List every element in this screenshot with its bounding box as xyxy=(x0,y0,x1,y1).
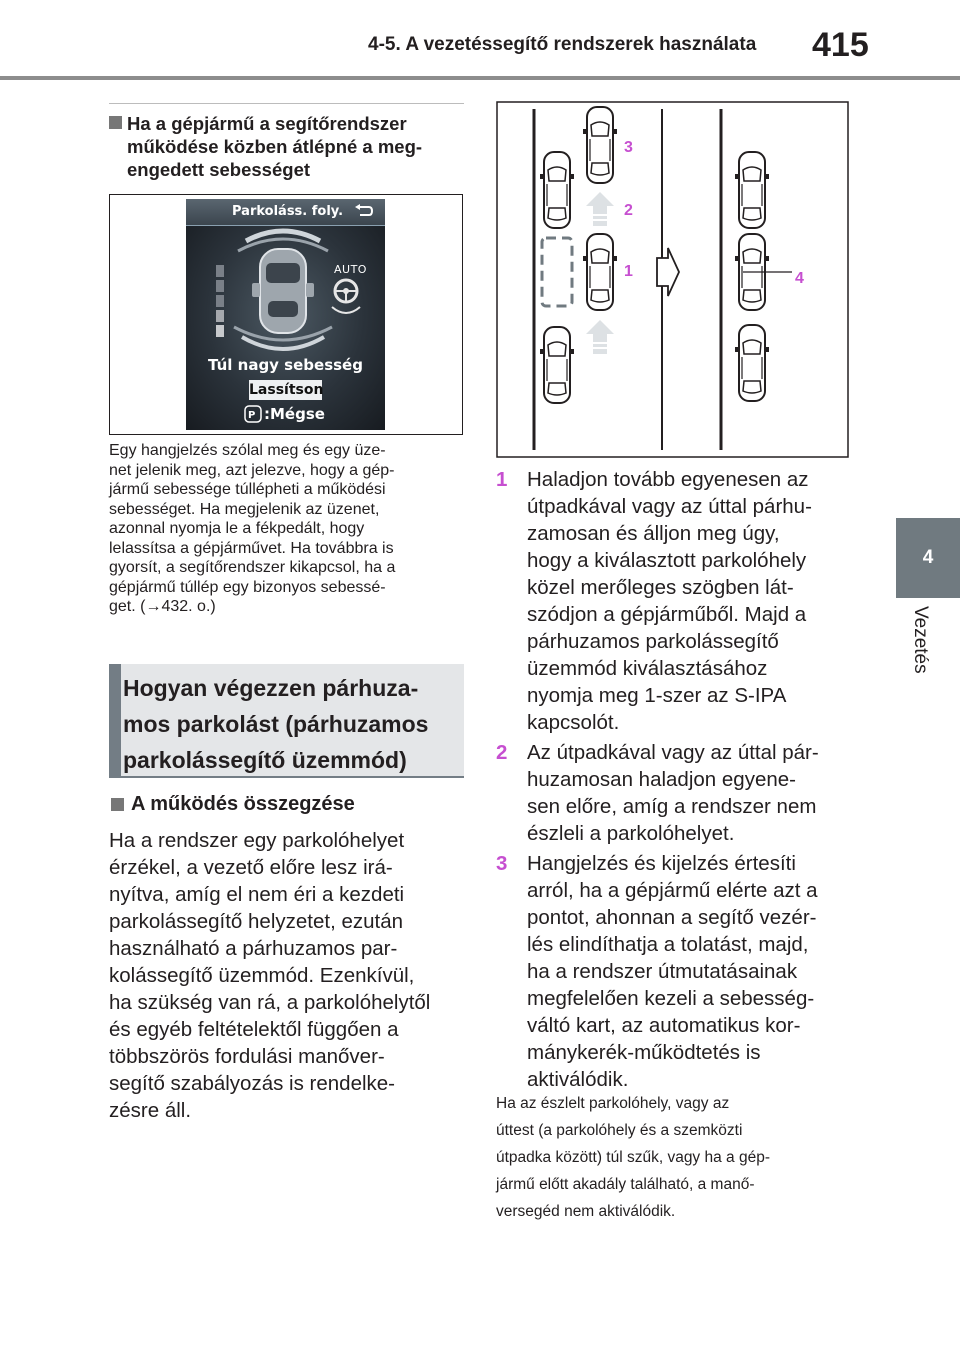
svg-text:P: P xyxy=(248,410,256,421)
return-icon xyxy=(354,204,374,218)
subhead-speed-exceeded xyxy=(127,112,462,181)
text-line: Ha az észlelt parkolóhely, vagy az xyxy=(496,1095,730,1112)
subhead-line: engedett sebességet xyxy=(127,159,311,180)
diagram-label-1: 1 xyxy=(624,263,633,280)
subhead-line: működése közben átlépné a meg- xyxy=(127,136,423,157)
step-number: 1 xyxy=(496,468,508,491)
header-rule xyxy=(0,76,960,80)
text-line: nyítva, amíg el nem éri a kezdeti xyxy=(109,883,405,906)
text-line: azonnal nyomja le a fékpedált, hogy xyxy=(109,520,365,537)
procedure-steps xyxy=(496,466,856,1096)
speed-warning-paragraph xyxy=(109,441,469,617)
subhead-rule xyxy=(109,103,464,104)
speed-warning-message: Túl nagy sebesség xyxy=(208,356,363,374)
text-line: versegéd nem aktiválódik. xyxy=(496,1203,676,1220)
text-line: párhuzamos parkolássegítő xyxy=(527,630,779,653)
page-number: 415 xyxy=(812,26,869,64)
text-line: Hangjelzés és kijelzés értesíti xyxy=(527,852,796,875)
text-line: észleli a parkolóhelyet. xyxy=(527,822,735,845)
subhead-operation-summary xyxy=(131,793,355,816)
section-title-line: Hogyan végezzen párhuza- xyxy=(123,675,419,701)
text-line: parkolássegítő helyzetet, ezután xyxy=(109,910,404,933)
note-paragraph xyxy=(496,1090,856,1225)
text-line: net jelenik meg, azt jelezve, hogy a gép- xyxy=(109,461,395,479)
text-line: érzékel, a vezető előre lesz irá- xyxy=(109,856,393,879)
subhead-text: A működés összegzése xyxy=(131,793,355,815)
text-line: hogy a kiválasztott parkolóhely xyxy=(527,549,807,572)
text-line: gyorsít, a segítőrendszer kikapcsol, ha a xyxy=(109,559,396,576)
running-header: 4-5. A vezetéssegítő rendszerek használata xyxy=(368,34,757,55)
text-line: huzamosan haladjon egyene- xyxy=(527,768,796,791)
square-bullet-icon xyxy=(111,798,124,811)
text-line: jármű sebessége túllépheti a működési xyxy=(109,481,386,498)
chapter-tab[interactable]: 4 xyxy=(896,518,960,598)
square-bullet-icon xyxy=(109,116,122,129)
subhead-line: Ha a gépjármű a segítőrendszer xyxy=(127,113,407,134)
text-line: váltó kart, az automatikus kor- xyxy=(527,1014,801,1037)
text-line: közel merőleges szögben lát- xyxy=(527,576,794,599)
text-line: jármű előtt akadály található, a manő- xyxy=(496,1176,755,1193)
text-line: lés elindíthatja a tolatást, majd, xyxy=(527,933,809,956)
text-line: kolássegítő üzemmód. Ezenkívül, xyxy=(109,964,415,987)
text-line: segítő szabályozás is rendelke- xyxy=(109,1072,396,1095)
section-title-line: parkolássegítő üzemmód) xyxy=(123,747,407,773)
text-line: sen előre, amíg a rendszer nem xyxy=(527,795,817,818)
diagram-label-2: 2 xyxy=(624,202,633,219)
text-line: szódjon a gépjárműből. Majd a xyxy=(527,603,807,626)
parallel-parking-diagram xyxy=(496,101,849,458)
section-heading-bar xyxy=(109,664,121,778)
step-item xyxy=(496,466,856,736)
text-line: lelassítsa a gépjárművet. Ha továbbra is xyxy=(109,539,394,557)
display-title: Parkoláss. foly. xyxy=(232,204,344,219)
step-item xyxy=(496,850,856,1093)
text-line: ha szükség van rá, a parkolóhelytől xyxy=(109,991,431,1014)
text-line: ha a rendszer útmutatásainak xyxy=(527,960,798,983)
text-line: többszörös fordulási manőver- xyxy=(109,1045,385,1068)
text-line: úttest (a parkolóhely és a szemközti xyxy=(496,1122,743,1139)
diagram-label-3: 3 xyxy=(624,139,633,156)
text-line: Ha a rendszer egy parkolóhelyet xyxy=(109,829,405,852)
auto-label: AUTO xyxy=(334,263,367,276)
text-line: nyomja meg 1-szer az S-IPA xyxy=(527,684,787,707)
text-line: sebességet. Ha megjelenik az üzenet, xyxy=(109,500,380,518)
text-line: Haladjon tovább egyenesen az xyxy=(527,468,809,491)
section-title xyxy=(123,670,461,778)
text-line: útpadka között) túl szűk, vagy ha a gép- xyxy=(496,1149,770,1166)
text-line: arról, ha a gépjármű elérte azt a xyxy=(527,879,818,902)
section-title-line: mos parkolást (párhuzamos xyxy=(123,711,429,737)
parking-assist-switch-icon xyxy=(244,405,262,423)
text-line: megfelelően kezeli a sebesség- xyxy=(527,987,815,1010)
multi-information-display xyxy=(186,199,385,430)
text-line: aktiválódik. xyxy=(527,1068,629,1091)
cancel-label: :Mégse xyxy=(264,405,325,423)
text-line: get. (→432. o.) xyxy=(109,598,216,615)
text-line: üzemmód kiválasztásához xyxy=(527,657,768,680)
text-line: pontot, ahonnan a segítő vezér- xyxy=(527,906,817,929)
text-line: használható a párhuzamos par- xyxy=(109,937,398,960)
slow-down-label: Lassítson xyxy=(249,382,324,398)
chapter-label: Vezetés xyxy=(910,606,931,674)
diagram-label-4: 4 xyxy=(795,270,804,287)
text-line: Egy hangjelzés szólal meg és egy üze- xyxy=(109,442,386,459)
text-line: kapcsolót. xyxy=(527,711,620,734)
vehicle-sensor-graphic xyxy=(186,227,385,357)
text-line: zamosan és álljon meg úgy, xyxy=(527,522,780,545)
summary-paragraph xyxy=(109,827,469,1124)
step-number: 3 xyxy=(496,852,508,875)
text-line: útpadkával vagy az úttal párhu- xyxy=(527,495,812,518)
text-line: zésre áll. xyxy=(109,1099,192,1122)
text-line: gépjármű túllép egy bizonyos sebessé- xyxy=(109,578,386,596)
step-number: 2 xyxy=(496,741,508,764)
text-line: és egyéb feltételektől függően a xyxy=(109,1018,399,1041)
text-line: mánykerék-működtetés is xyxy=(527,1041,761,1064)
text-line: Az útpadkával vagy az úttal pár- xyxy=(527,741,819,764)
step-item xyxy=(496,739,856,847)
